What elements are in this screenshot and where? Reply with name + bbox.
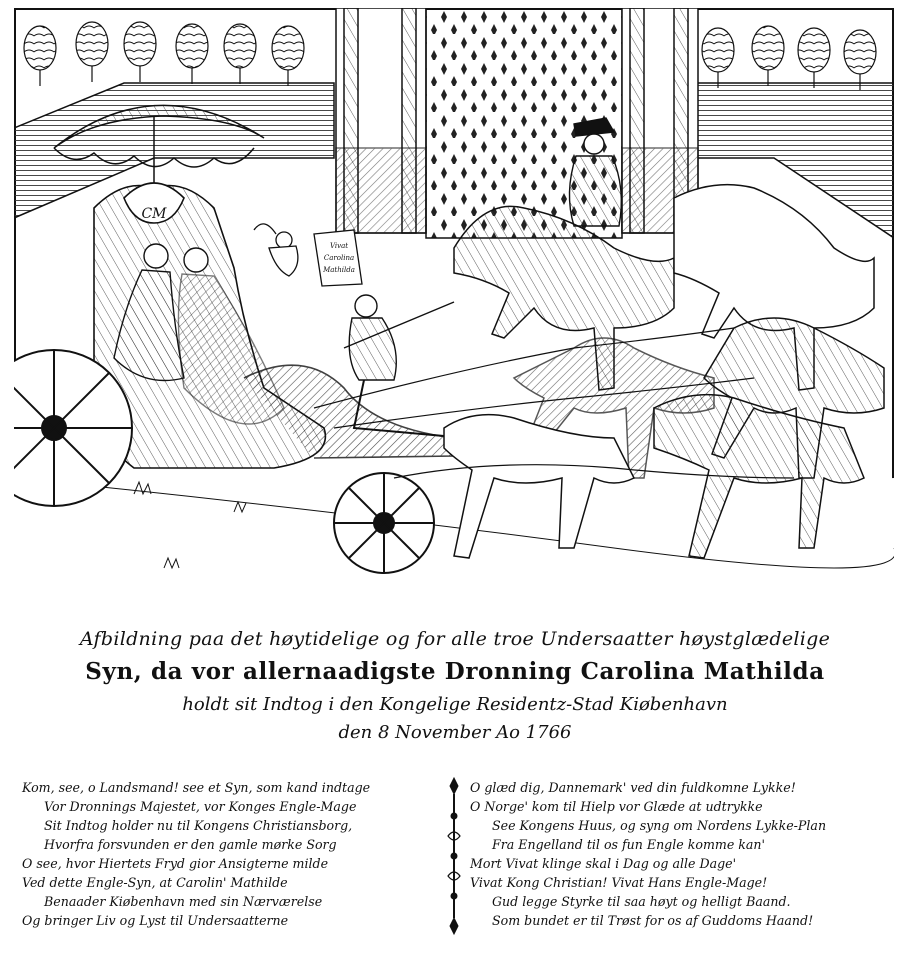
verse-line: Fra Engelland til os fun Engle komme kan'	[492, 837, 765, 852]
verse-right-column	[470, 778, 902, 930]
title-date-line: den 8 November Ao 1766	[338, 722, 572, 743]
verse-line: Som bundet er til Trøst for os af Guddoms Haand!	[492, 913, 814, 928]
verse-line: Hvorfra forsvunden er den gamle mørke Sorg	[44, 837, 337, 852]
verse-line: Sit Indtog holder nu til Kongens Christiansborg,	[44, 818, 353, 833]
carriage-wheel-front	[334, 473, 434, 573]
verse-line: Gud legge Styrke til saa høyt og helligt Baand.	[492, 894, 791, 909]
verse-line: O see, hvor Hiertets Fryd gior Ansigterne milde	[22, 856, 329, 871]
verse-line: Kom, see, o Landsmand! see et Syn, som kand indtage	[22, 780, 371, 795]
banner-line-3: Mathilda	[323, 266, 355, 274]
verse-line: See Kongens Huus, og syng om Nordens Lykke-Plan	[492, 818, 827, 833]
woodcut-illustration	[14, 8, 894, 584]
carriage-monogram: CM	[141, 206, 167, 222]
palace-gateway	[336, 8, 698, 238]
verse-line: Mort Vivat klinge skal i Dag og alle Dage'	[470, 856, 737, 871]
verse-line: O Norge' kom til Hielp vor Glæde at udtrykke	[470, 799, 763, 814]
verse-line: Benaader Kiøbenhavn med sin Nærværelse	[44, 894, 323, 909]
ornamental-divider	[445, 776, 463, 936]
banner-line-1: Vivat	[329, 242, 349, 250]
verse-line: O glæd dig, Dannemark' ved din fuldkomne Lykke!	[470, 780, 796, 795]
verse-line: Ved dette Engle-Syn, at Carolin' Mathilde	[22, 875, 288, 890]
title-line-1: Afbildning paa det høytidelige og for alle troe Undersaatter høystglædelige	[79, 628, 831, 650]
verse-line: Vor Dronnings Majestet, vor Konges Engle-Mage	[44, 799, 357, 814]
banner-line-2: Carolina	[323, 254, 355, 262]
title-line-2: Syn, da vor allernaadigste Dronning Carolina Mathilda	[85, 658, 825, 685]
verse-line: Og bringer Liv og Lyst til Undersaatterne	[22, 913, 289, 928]
verse-left-column	[22, 778, 442, 930]
verse-line: Vivat Kong Christian! Vivat Hans Engle-Mage!	[470, 875, 768, 890]
title-line-3: holdt sit Indtog i den Kongelige Residentz-Stad Kiøbenhavn	[182, 694, 728, 715]
